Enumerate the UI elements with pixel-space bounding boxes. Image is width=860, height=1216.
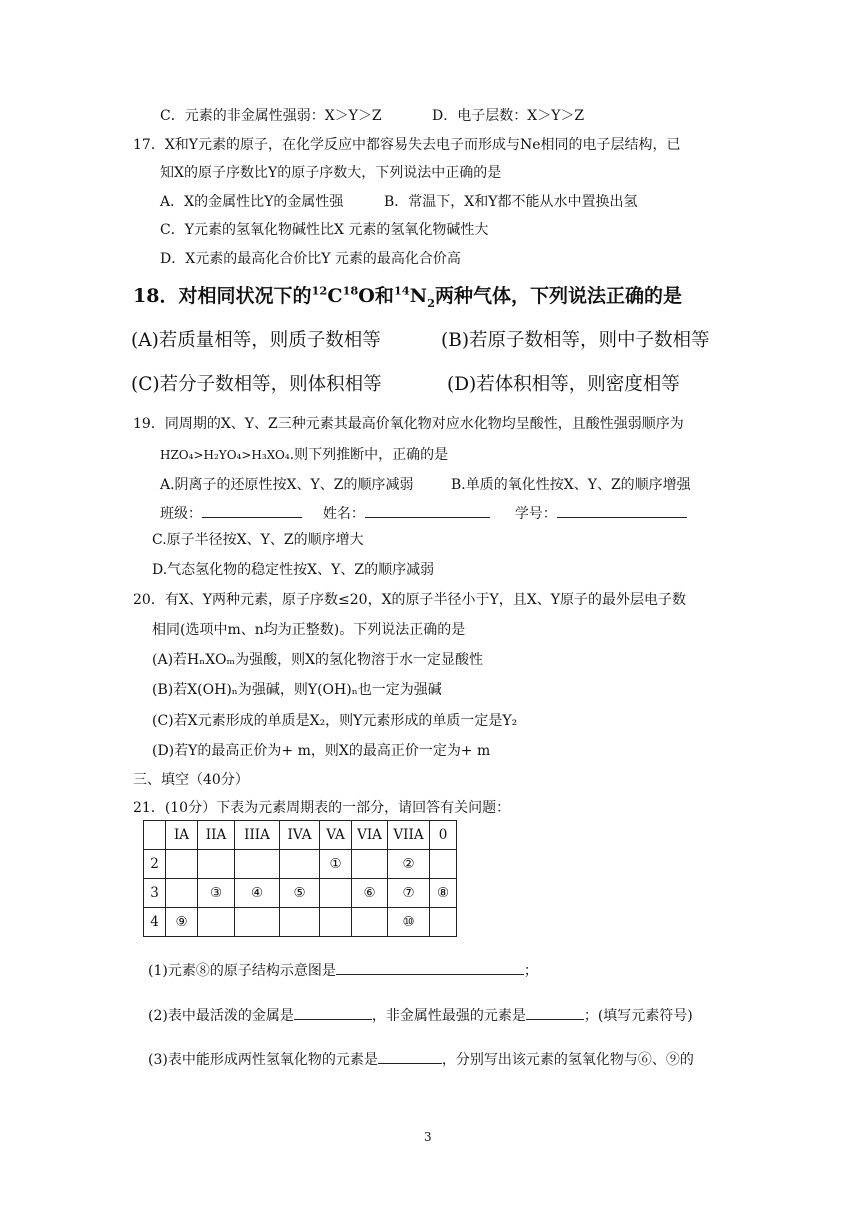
table-cell: VIIA [388, 821, 430, 850]
table-cell: ③ [198, 879, 235, 908]
q19-option-b: B.单质的氧化性按X、Y、Z的顺序增强 [451, 477, 691, 493]
table-cell: ⑧ [430, 879, 457, 908]
q19-stem-line1: 19．同周期的X、Y、Z三种元素其最高价氧化物对应水化物均呈酸性，且酸性强弱顺序为 [133, 416, 684, 432]
q16-d-text: D．电子层数：X＞Y＞Z [432, 108, 585, 124]
table-cell [198, 850, 235, 879]
q18-stem [133, 282, 682, 310]
q19-acid-formula: HZO₄>H₂YO₄>H₃XO₄ [160, 448, 290, 462]
table-cell [166, 879, 198, 908]
q18-c-mass: 12 [311, 283, 328, 298]
table-cell: ① [320, 850, 352, 879]
table-cell: 2 [144, 850, 166, 879]
table-cell: ⑥ [352, 879, 388, 908]
page-number: 3 [424, 1130, 432, 1144]
q18-o-mass: 18 [342, 283, 359, 298]
q17-option-d: D．X元素的最高化合价比Y 元素的最高化合价高 [160, 251, 461, 267]
q21-stem: 21．(10分）下表为元素周期表的一部分，请回答有关问题： [133, 800, 511, 816]
table-cell: VA [320, 821, 352, 850]
table-cell: IIA [198, 821, 235, 850]
q18-option-a: (A)若质量相等，则质子数相等 [131, 330, 381, 351]
q18-n-mass: 14 [393, 283, 410, 298]
table-row [144, 879, 457, 908]
q19-option-d: D.气态氢化物的稳定性按X、Y、Z的顺序减弱 [152, 562, 435, 578]
name-label: 姓名： [322, 506, 365, 522]
q21-p2-blank1[interactable] [294, 1005, 372, 1020]
q21-p2-mid: ，非金属性最强的元素是 [371, 1008, 526, 1024]
table-cell [320, 879, 352, 908]
table-row [144, 908, 457, 937]
q17-option-a: A．X的金属性比Y的金属性强 [160, 194, 344, 210]
q18-n-subscript: 2 [427, 295, 436, 310]
q18-option-b: (B)若原子数相等，则中子数相等 [441, 330, 710, 351]
q21-part2 [148, 1005, 693, 1026]
q17-stem-line1: 17．X和Y元素的原子，在化学反应中都容易失去电子而形成与Ne相同的电子层结构，已 [133, 137, 681, 153]
q18-option-d: (D)若体积相等，则密度相等 [447, 374, 680, 395]
table-cell: 3 [144, 879, 166, 908]
q19-option-c: C.原子半径按X、Y、Z的顺序增大 [152, 532, 364, 548]
q19-option-a: A.阴离子的还原性按X、Y、Z的顺序减弱 [160, 477, 414, 493]
q20-option-b: (B)若X(OH)ₙ为强碱，则Y(OH)ₙ也一定为强碱 [152, 682, 442, 698]
q18-suffix: 两种气体，下列说法正确的是 [435, 285, 683, 307]
q21-p2-end: ；(填写元素符号) [583, 1008, 693, 1024]
q21-p3-blank[interactable] [378, 1049, 442, 1064]
table-cell: ⑨ [166, 908, 198, 937]
table-cell: ⑤ [280, 879, 320, 908]
table-cell: 4 [144, 908, 166, 937]
q17-option-b: B．常温下，X和Y都不能从水中置换出氢 [384, 194, 638, 210]
q18-prefix: 18．对相同状况下的 [133, 285, 312, 307]
q21-part3 [148, 1049, 694, 1070]
q16-option-d [432, 106, 584, 126]
q16-option-c [160, 106, 382, 126]
q19-stem-line2 [160, 445, 448, 465]
table-cell: IA [166, 821, 198, 850]
table-cell [198, 908, 235, 937]
table-cell [280, 908, 320, 937]
q16-c-text: C．元素的非金属性强弱：X＞Y＞Z [160, 108, 382, 124]
table-cell [280, 850, 320, 879]
id-field[interactable] [557, 503, 687, 518]
table-cell [235, 908, 280, 937]
table-header-row [144, 821, 457, 850]
q21-p1-blank[interactable] [336, 960, 524, 975]
table-cell [430, 908, 457, 937]
q18-option-c: (C)若分子数相等，则体积相等 [131, 374, 382, 395]
section-heading: 三、填空（40分） [133, 772, 249, 788]
q18-o-symbol: O [358, 285, 375, 307]
q21-p1-text: (1)元素⑧的原子结构示意图是 [148, 963, 336, 979]
q21-p3-end: ，分别写出该元素的氢氧化物与⑥、⑨的 [441, 1052, 694, 1068]
table-cell [320, 908, 352, 937]
id-label: 学号： [514, 506, 557, 522]
q20-stem-line2: 相同(选项中m、n均为正整数)。下列说法正确的是 [152, 622, 466, 638]
q21-p2-blank2[interactable] [526, 1005, 584, 1020]
q17-option-c: C．Y元素的氢氧化物碱性比X 元素的氢氧化物碱性大 [160, 222, 489, 238]
class-field[interactable] [202, 503, 302, 518]
table-cell [352, 908, 388, 937]
q18-and: 和 [374, 285, 394, 307]
q21-p3-text: (3)表中能形成两性氢氧化物的元素是 [148, 1052, 378, 1068]
q21-part1 [148, 960, 538, 981]
q20-option-a: (A)若HₙXOₘ为强酸，则X的氢化物溶于水一定显酸性 [152, 652, 484, 668]
q21-p2-text: (2)表中最活泼的金属是 [148, 1008, 294, 1024]
table-cell: 0 [430, 821, 457, 850]
q20-option-c: (C)若X元素形成的单质是X₂，则Y元素形成的单质一定是Y₂ [152, 713, 518, 729]
q21-p1-end: ； [523, 963, 538, 979]
class-label: 班级： [160, 506, 202, 522]
name-field[interactable] [365, 503, 490, 518]
table-cell: VIA [352, 821, 388, 850]
table-row [144, 850, 457, 879]
table-cell [166, 850, 198, 879]
header-fields [160, 503, 687, 524]
q20-stem-line1: 20．有X、Y两种元素，原子序数≤20，X的原子半径小于Y，且X、Y原子的最外层电子数 [133, 592, 686, 608]
table-cell: ⑩ [388, 908, 430, 937]
q18-c-symbol: C [327, 285, 343, 307]
table-cell: ② [388, 850, 430, 879]
table-cell [352, 850, 388, 879]
table-cell [430, 850, 457, 879]
q19-stem2-text: .则下列推断中，正确的是 [289, 447, 449, 463]
table-cell [144, 821, 166, 850]
q18-n-symbol: N [409, 285, 428, 307]
q17-stem-line2: 知X的原子序数比Y的原子序数大，下列说法中正确的是 [160, 165, 502, 181]
table-cell: ④ [235, 879, 280, 908]
table-cell [235, 850, 280, 879]
table-cell: IVA [280, 821, 320, 850]
table-cell: ⑦ [388, 879, 430, 908]
table-cell: IIIA [235, 821, 280, 850]
periodic-table-fragment [143, 820, 457, 937]
q20-option-d: (D)若Y的最高正价为+ m，则X的最高正价一定为+ m [152, 743, 491, 759]
